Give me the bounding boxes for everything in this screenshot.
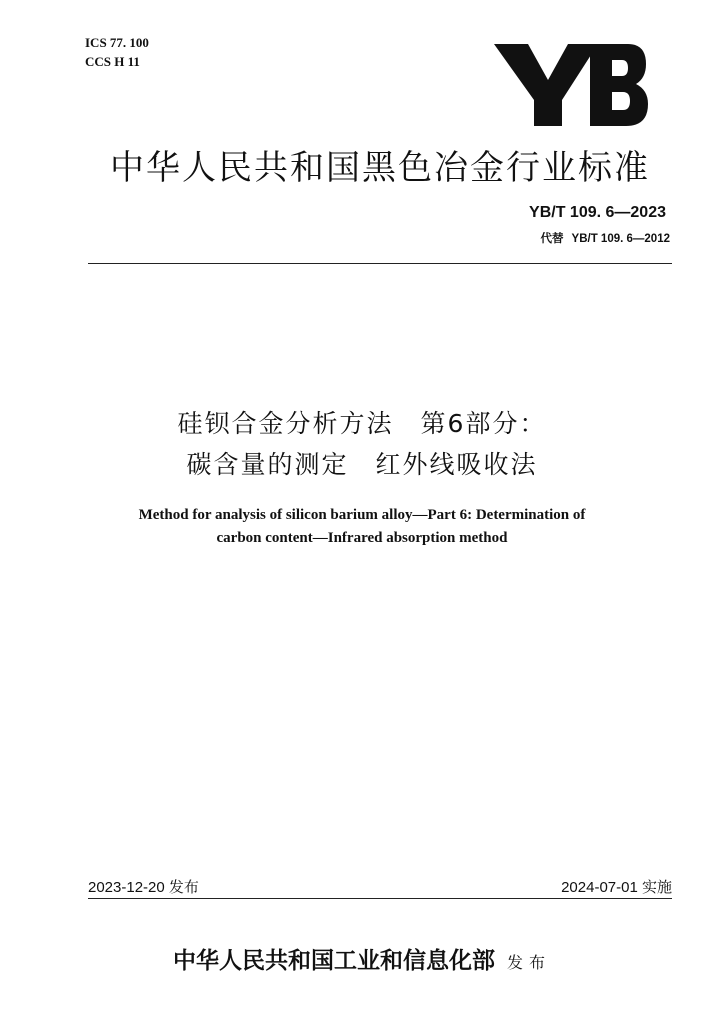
issuing-organization: 中华人民共和国黑色冶金行业标准 — [110, 148, 650, 188]
title-en-line2: carbon content—Infrared absorption method — [216, 530, 508, 546]
issue-date: 2023-12-20 发布 — [88, 879, 199, 896]
replaces-number: YB/T 109. 6—2012 — [571, 233, 670, 245]
standard-number: YB/T 109. 6—2023 — [529, 204, 666, 221]
title-en-line1: Method for analysis of silicon barium alloy—Part 6: Determination of — [138, 507, 586, 523]
ics-code: ICS 77. 100 — [85, 35, 149, 50]
ccs-code: CCS H 11 — [85, 54, 140, 69]
publish-action: 发布 — [506, 953, 551, 972]
header-divider — [88, 263, 672, 264]
title-cn-line1: 硅钡合金分析方法 第6部分： — [177, 409, 547, 438]
replaces-label: 代替 — [540, 233, 564, 245]
implementation-date: 2024-07-01 实施 — [561, 879, 672, 896]
publisher-name: 中华人民共和国工业和信息化部 — [172, 947, 495, 974]
yb-logo — [486, 30, 651, 130]
replaces-line — [541, 230, 670, 246]
publisher — [40, 942, 684, 975]
title-cn-line2: 碳含量的测定 红外线吸收法 — [186, 450, 538, 479]
footer-divider — [88, 898, 672, 899]
